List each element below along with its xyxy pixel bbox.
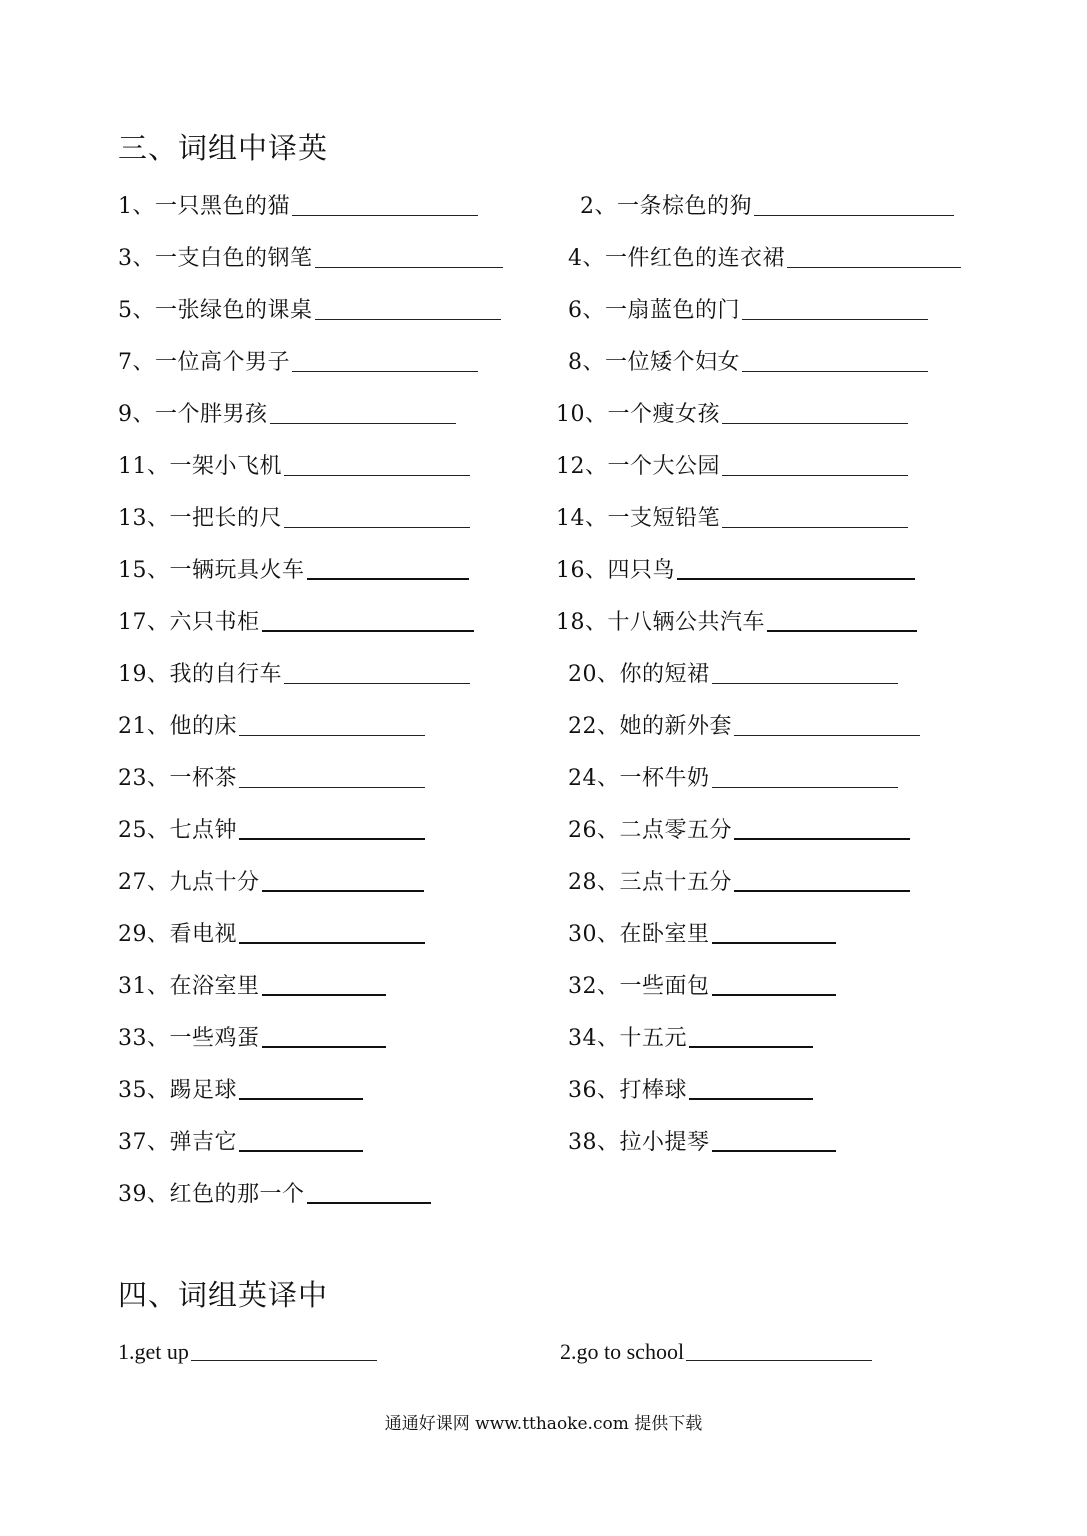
item-label: 15、一辆玩具火车 [118,558,305,583]
section3-item-24 [568,762,898,790]
section3-item-39 [118,1178,431,1206]
answer-blank[interactable] [239,787,425,788]
answer-blank[interactable] [677,578,915,580]
section3-item-10 [556,398,908,426]
item-label: 1、一只黑色的猫 [118,194,290,219]
answer-blank[interactable] [262,994,386,996]
item-label: 37、弹吉它 [118,1130,237,1155]
section3-item-23 [118,762,425,790]
answer-blank[interactable] [754,215,954,216]
answer-blank[interactable] [712,683,898,684]
answer-blank[interactable] [262,1046,386,1048]
item-label: 25、七点钟 [118,818,237,843]
item-label: 6、一扇蓝色的门 [568,298,740,323]
item-label: 7、一位高个男子 [118,350,290,375]
section3-item-6 [568,294,928,322]
answer-blank[interactable] [722,527,908,528]
answer-blank[interactable] [767,630,917,632]
item-label: 4、一件红色的连衣裙 [568,246,785,271]
answer-blank[interactable] [284,683,470,684]
item-label: 26、二点零五分 [568,818,732,843]
answer-blank[interactable] [689,1098,813,1100]
section3-item-37 [118,1126,363,1154]
section3-item-7 [118,346,478,374]
section3-item-11 [118,450,470,478]
answer-blank[interactable] [239,838,425,840]
item-label: 8、一位矮个妇女 [568,350,740,375]
answer-blank[interactable] [712,787,898,788]
section3-item-9 [118,398,456,426]
item-label: 2、一条棕色的狗 [580,194,752,219]
answer-blank[interactable] [239,735,425,736]
section3-item-19 [118,658,470,686]
item-label: 9、一个胖男孩 [118,402,268,427]
item-label: 39、红色的那一个 [118,1182,305,1207]
section3-item-20 [568,658,898,686]
answer-blank[interactable] [270,423,456,424]
item-label: 22、她的新外套 [568,714,732,739]
answer-blank[interactable] [284,475,470,476]
item-label: 36、打棒球 [568,1078,687,1103]
answer-blank[interactable] [239,942,425,944]
section3-item-13 [118,502,470,530]
answer-blank[interactable] [734,838,910,840]
item-label: 10、一个瘦女孩 [556,402,720,427]
section3-item-31 [118,970,386,998]
section3-item-12 [556,450,908,478]
item-label: 20、你的短裙 [568,662,710,687]
section3-item-21 [118,710,425,738]
answer-blank[interactable] [712,1150,836,1152]
section3-item-3 [118,242,503,270]
answer-blank[interactable] [787,267,961,268]
answer-blank[interactable] [734,735,920,736]
item-label: 35、踢足球 [118,1078,237,1103]
item-label: 21、他的床 [118,714,237,739]
answer-blank[interactable] [262,630,474,632]
section4-item-2 [560,1335,872,1363]
section3-item-28 [568,866,910,894]
section3-item-15 [118,554,469,582]
section3-item-30 [568,918,836,946]
item-label: 14、一支短铅笔 [556,506,720,531]
answer-blank[interactable] [712,994,836,996]
answer-blank[interactable] [686,1360,872,1361]
item-label: 13、一把长的尺 [118,506,282,531]
answer-blank[interactable] [307,578,469,580]
item-label: 12、一个大公园 [556,454,720,479]
section3-item-1 [118,190,478,218]
item-label: 23、一杯茶 [118,766,237,791]
footer-text: 通通好课网 www.tthaoke.com 提供下载 [384,1414,703,1434]
answer-blank[interactable] [689,1046,813,1048]
answer-blank[interactable] [307,1202,431,1204]
section3-item-34 [568,1022,813,1050]
section3-item-4 [568,242,961,270]
item-label: 32、一些面包 [568,974,710,999]
item-label: 5、一张绿色的课桌 [118,298,313,323]
item-label: 38、拉小提琴 [568,1130,710,1155]
item-label: 17、六只书柜 [118,610,260,635]
section3-item-8 [568,346,928,374]
section3-item-33 [118,1022,386,1050]
section3-item-18 [556,606,917,634]
item-label: 2.go to school [560,1339,685,1364]
answer-blank[interactable] [315,319,501,320]
item-label: 31、在浴室里 [118,974,260,999]
section4-item-1 [118,1335,377,1363]
answer-blank[interactable] [742,319,928,320]
answer-blank[interactable] [292,215,478,216]
item-label: 27、九点十分 [118,870,260,895]
answer-blank[interactable] [315,267,503,268]
item-label: 29、看电视 [118,922,237,947]
answer-blank[interactable] [742,371,928,372]
item-label: 30、在卧室里 [568,922,710,947]
answer-blank[interactable] [734,890,910,892]
answer-blank[interactable] [722,475,908,476]
item-label: 19、我的自行车 [118,662,282,687]
section3-item-22 [568,710,920,738]
section3-item-2 [580,190,954,218]
section3-item-35 [118,1074,363,1102]
section3-item-36 [568,1074,813,1102]
section3-item-27 [118,866,424,894]
answer-blank[interactable] [262,890,424,892]
section3-item-25 [118,814,425,842]
answer-blank[interactable] [191,1360,377,1361]
answer-blank[interactable] [292,371,478,372]
answer-blank[interactable] [239,1098,363,1100]
section-3-title: 三、词组中译英 [118,131,329,165]
item-label: 11、一架小飞机 [118,454,282,479]
item-label: 18、十八辆公共汽车 [556,610,765,635]
section3-item-26 [568,814,910,842]
item-label: 28、三点十五分 [568,870,732,895]
item-label: 16、四只鸟 [556,558,675,583]
section3-item-14 [556,502,908,530]
item-label: 33、一些鸡蛋 [118,1026,260,1051]
section3-item-38 [568,1126,836,1154]
item-label: 24、一杯牛奶 [568,766,710,791]
section3-item-16 [556,554,915,582]
section3-item-17 [118,606,474,634]
item-label: 3、一支白色的钢笔 [118,246,313,271]
item-label: 1.get up [118,1339,189,1364]
answer-blank[interactable] [284,527,470,528]
item-label: 34、十五元 [568,1026,687,1051]
section-4-title: 四、词组英译中 [118,1278,329,1312]
answer-blank[interactable] [239,1150,363,1152]
section3-item-32 [568,970,836,998]
answer-blank[interactable] [712,942,836,944]
section3-item-5 [118,294,501,322]
section3-item-29 [118,918,425,946]
answer-blank[interactable] [722,423,908,424]
